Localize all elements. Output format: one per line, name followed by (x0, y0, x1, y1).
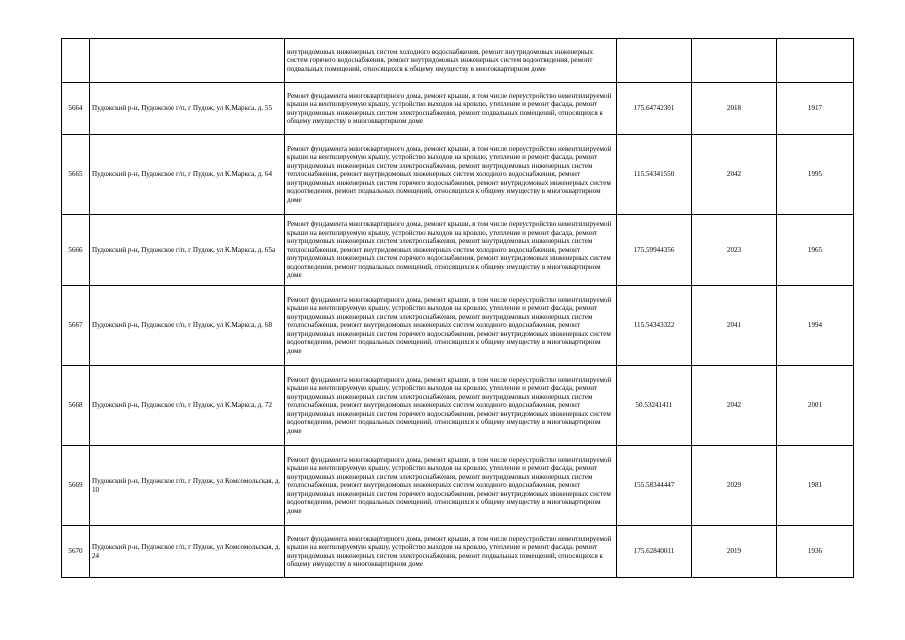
table-row (62, 83, 854, 135)
table-row (62, 135, 854, 215)
row-works: Ремонт фундамента многоквартирного дома, ремонт крыши, в том числе переустройство невентилируемой крыши на вентилируемую крышу, устройство выходов на кровлю, утепление и ремонт фасада, ремонт внутридомовых инженерных систем электроснабжения, ремонт внутридомовых инженерных систем теплоснабжения, ремонт внутридомовых инженерных систем холодного водоснабжения, ремонт внутридомовых инженерных систем горячего водоснабжения, ремонт внутридомовых инженерных систем водоотведения, ремонт подвальных помещений, относящихся к общему имуществу в многоквартирном доме (285, 286, 617, 366)
row-plan-year (692, 39, 777, 83)
table-row (62, 215, 854, 286)
row-cost: 175.62840011 (617, 526, 692, 578)
row-works: внутридомовых инженерных систем холодного водоснабжения, ремонт внутридомовых инженерных систем горячего водоснабжения, ремонт внутридомовых инженерных систем водоотведения, ремонт подвальных помещений, относящихся к общему имуществу в многоквартирном доме (285, 39, 617, 83)
table-row (62, 366, 854, 446)
row-number: 5670 (62, 526, 90, 578)
row-address: Пудожский р-н, Пудожское г/п, г Пудож, ул К.Маркса, д. 55 (90, 83, 285, 135)
row-built-year: 2001 (777, 366, 854, 446)
row-address: Пудожский р-н, Пудожское г/п, г Пудож, ул К.Маркса, д. 72 (90, 366, 285, 446)
row-address: Пудожский р-н, Пудожское г/п, г Пудож, ул Комсомольская, д. 24 (90, 526, 285, 578)
row-number: 5665 (62, 135, 90, 215)
row-works: Ремонт фундамента многоквартирного дома, ремонт крыши, в том числе переустройство невентилируемой крыши на вентилируемую крышу, устройство выходов на кровлю, утепление и ремонт фасада, ремонт внутридомовых инженерных систем электроснабжения, ремонт внутридомовых инженерных систем теплоснабжения, ремонт внутридомовых инженерных систем холодного водоснабжения, ремонт внутридомовых инженерных систем горячего водоснабжения, ремонт внутридомовых инженерных систем водоотведения, ремонт подвальных помещений, относящихся к общему имуществу в многоквартирном доме (285, 215, 617, 286)
row-cost (617, 39, 692, 83)
table-row (62, 446, 854, 526)
table-row (62, 526, 854, 578)
row-number: 5668 (62, 366, 90, 446)
row-built-year: 1995 (777, 135, 854, 215)
row-built-year (777, 39, 854, 83)
row-cost: 115.54341550 (617, 135, 692, 215)
row-address: Пудожский р-н, Пудожское г/п, г Пудож, ул К.Маркса, д. 68 (90, 286, 285, 366)
row-built-year: 1981 (777, 446, 854, 526)
row-plan-year: 2042 (692, 135, 777, 215)
row-number: 5669 (62, 446, 90, 526)
row-number: 5666 (62, 215, 90, 286)
row-works: Ремонт фундамента многоквартирного дома, ремонт крыши, в том числе переустройство невентилируемой крыши на вентилируемую крышу, устройство выходов на кровлю, утепление и ремонт фасада, ремонт внутридомовых инженерных систем электроснабжения, ремонт внутридомовых инженерных систем теплоснабжения, ремонт внутридомовых инженерных систем холодного водоснабжения, ремонт внутридомовых инженерных систем горячего водоснабжения, ремонт внутридомовых инженерных систем водоотведения, ремонт подвальных помещений, относящихся к общему имуществу в многоквартирном доме (285, 135, 617, 215)
row-address: Пудожский р-н, Пудожское г/п, г Пудож, ул Комсомольская, д. 10 (90, 446, 285, 526)
row-works: Ремонт фундамента многоквартирного дома, ремонт крыши, в том числе переустройство невентилируемой крыши на вентилируемую крышу, устройство выходов на кровлю, утепление и ремонт фасада, ремонт внутридомовых инженерных систем электроснабжения, ремонт подвальных помещений, относящихся к общему имуществу в многоквартирном доме (285, 526, 617, 578)
table-row (62, 39, 854, 83)
repair-program-table (61, 38, 854, 578)
row-address (90, 39, 285, 83)
row-built-year: 1917 (777, 83, 854, 135)
row-cost: 175.64742301 (617, 83, 692, 135)
row-built-year: 1965 (777, 215, 854, 286)
row-works: Ремонт фундамента многоквартирного дома, ремонт крыши, в том числе переустройство невентилируемой крыши на вентилируемую крышу, устройство выходов на кровлю, утепление и ремонт фасада, ремонт внутридомовых инженерных систем электроснабжения, ремонт внутридомовых инженерных систем теплоснабжения, ремонт внутридомовых инженерных систем холодного водоснабжения, ремонт внутридомовых инженерных систем горячего водоснабжения, ремонт внутридомовых инженерных систем водоотведения, ремонт подвальных помещений, относящихся к общему имуществу в многоквартирном доме (285, 446, 617, 526)
row-number: 5664 (62, 83, 90, 135)
row-cost: 155.58344447 (617, 446, 692, 526)
row-number (62, 39, 90, 83)
row-plan-year: 2041 (692, 286, 777, 366)
row-address: Пудожский р-н, Пудожское г/п, г Пудож, ул К.Маркса, д. 64 (90, 135, 285, 215)
row-plan-year: 2042 (692, 366, 777, 446)
row-address: Пудожский р-н, Пудожское г/п, г Пудож, ул К.Маркса, д. 65а (90, 215, 285, 286)
row-built-year: 1994 (777, 286, 854, 366)
row-works: Ремонт фундамента многоквартирного дома, ремонт крыши, в том числе переустройство невентилируемой крыши на вентилируемую крышу, устройство выходов на кровлю, утепление и ремонт фасада, ремонт внутридомовых инженерных систем электроснабжения, ремонт внутридомовых инженерных систем теплоснабжения, ремонт внутридомовых инженерных систем холодного водоснабжения, ремонт внутридомовых инженерных систем горячего водоснабжения, ремонт внутридомовых инженерных систем водоотведения, ремонт подвальных помещений, относящихся к общему имуществу в многоквартирном доме (285, 366, 617, 446)
row-number: 5667 (62, 286, 90, 366)
row-plan-year: 2023 (692, 215, 777, 286)
row-works: Ремонт фундамента многоквартирного дома, ремонт крыши, в том числе переустройство невентилируемой крыши на вентилируемую крышу, устройство выходов на кровлю, утепление и ремонт фасада, ремонт внутридомовых инженерных систем электроснабжения, ремонт подвальных помещений, относящихся к общему имуществу в многоквартирном доме (285, 83, 617, 135)
row-plan-year: 2029 (692, 446, 777, 526)
row-cost: 115.54343322 (617, 286, 692, 366)
row-built-year: 1936 (777, 526, 854, 578)
row-plan-year: 2019 (692, 526, 777, 578)
row-plan-year: 2018 (692, 83, 777, 135)
table-row (62, 286, 854, 366)
row-cost: 50.53241411 (617, 366, 692, 446)
row-cost: 175.59944356 (617, 215, 692, 286)
